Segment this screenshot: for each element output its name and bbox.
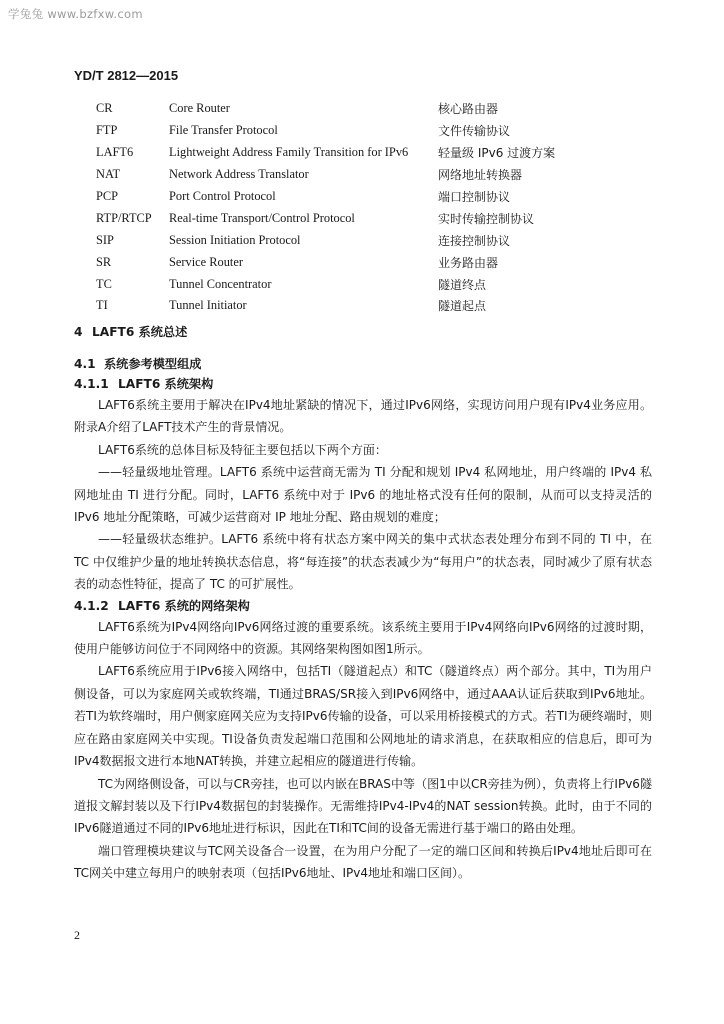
section-title: 系统参考模型组成	[104, 357, 202, 371]
table-row	[96, 142, 555, 164]
abbreviation: SR	[96, 254, 112, 269]
table-row	[96, 229, 555, 251]
section-title: LAFT6 系统架构	[118, 377, 214, 391]
table-row	[96, 207, 555, 229]
abbreviation: FTP	[96, 123, 118, 138]
paragraph: LAFT6系统为IPv4网络向IPv6网络过渡的重要系统。该系统主要用于IPv4网络向IPv6网络的过渡时期，使用户能够访问位于不同网络中的资源。其网络架构图如图1所示。	[74, 619, 652, 657]
table-row	[96, 120, 555, 142]
abbreviation: NAT	[96, 167, 121, 182]
section-number: 4.1.2	[74, 598, 109, 613]
abbreviation: SIP	[96, 232, 114, 247]
table-row	[96, 164, 555, 186]
chinese-term: 网络地址转换器	[438, 168, 523, 183]
page-number: 2	[74, 928, 80, 942]
paragraph: ——轻量级状态维护。LAFT6 系统中将有状态方案中网关的集中式状态表处理分布到不同的 TI 中，在 TC 中仅维护少量的地址转换状态信息，将“每连接”的状态表减少为“每用户”的状态表，同时减少了原有状态表的动态性特征，提高了 TC 的可扩展性。	[74, 532, 652, 592]
paragraph: TC为网络侧设备，可以与CR旁挂，也可以内嵌在BRAS中等（图1中以CR旁挂为例），负责将上行IPv6隧道报文解封装以及下行IPv4数据包的封装操作。无需维持IPv4-IPv4的NAT session转换。此时，由于不同的IPv6隧道通过不同的IPv6地址进行标识，因此在TI和TC间的设备无需进行基于端口的路由处理。	[74, 776, 652, 836]
section-heading-4	[74, 322, 652, 342]
watermark: 学兔兔 www.bzfxw.com	[8, 7, 143, 21]
paragraph: LAFT6系统主要用于解决在IPv4地址紧缺的情况下，通过IPv6网络，实现访问用户现有IPv4业务应用。附录A介绍了LAFT技术产生的背景情况。	[74, 398, 652, 435]
main-content	[74, 322, 652, 885]
table-row	[96, 251, 555, 273]
full-term: Lightweight Address Family Transition for IPv6	[169, 145, 409, 160]
abbreviation: PCP	[96, 189, 119, 203]
section-heading-4-1-1	[74, 374, 652, 394]
full-term: File Transfer Protocol	[169, 123, 278, 138]
section-heading-4-1	[74, 354, 652, 374]
table-row	[96, 273, 555, 295]
section-number: 4.1.1	[74, 377, 109, 391]
paragraph: LAFT6系统的总体目标及特征主要包括以下两个方面：	[98, 442, 387, 457]
abbreviation-table	[96, 98, 555, 317]
full-term: Port Control Protocol	[169, 189, 276, 203]
chinese-term: 轻量级 IPv6 过渡方案	[438, 146, 556, 161]
section-number: 4	[74, 325, 83, 339]
section-number: 4.1	[74, 357, 96, 371]
full-term: Core Router	[169, 101, 230, 116]
full-term: Tunnel Initiator	[169, 298, 247, 313]
table-row	[96, 186, 555, 208]
abbreviation: RTP/RTCP	[96, 210, 152, 225]
chinese-term: 连接控制协议	[438, 233, 511, 248]
section-title: LAFT6 系统的网络架构	[118, 598, 250, 613]
paragraph: 端口管理模块建议与TC网关设备合一设置，在为用户分配了一定的端口区间和转换后IPv4地址后即可在TC网关中建立每用户的映射表项（包括IPv6地址、IPv4地址和端口区间）。	[74, 843, 652, 881]
document-id-header: YD/T 2812—2015	[74, 68, 179, 83]
chinese-term: 实时传输控制协议	[438, 211, 535, 226]
full-term: Network Address Translator	[169, 167, 309, 182]
full-term: Real-time Transport/Control Protocol	[169, 210, 355, 225]
full-term: Session Initiation Protocol	[169, 232, 301, 247]
table-row	[96, 295, 555, 317]
abbreviation: TC	[96, 276, 112, 291]
section-heading-4-1-2	[74, 596, 652, 616]
paragraph: LAFT6系统应用于IPv6接入网络中，包括TI（隧道起点）和TC（隧道终点）两个部分。其中，TI为用户侧设备，可以为家庭网关或软终端，TI通过BRAS/SR接入到IPv6网络中，通过AAA认证后获取到IPv6地址。若TI为软终端时，用户侧家庭网关应为支持IPv6传输的设备，可以采用桥接模式的方式。若TI为硬终端时，则应在路由家庭网关中实现。TI设备负责发起端口范围和公网地址的请求消息，在获取相应的信息后，即可为IPv4数据报文进行本地NAT转换，并建立起相应的隧道进行传输。	[74, 664, 652, 769]
section-title: LAFT6 系统总述	[92, 325, 188, 339]
paragraph: ——轻量级地址管理。LAFT6 系统中运营商无需为 TI 分配和规划 IPv4 私网地址，用户终端的 IPv4 私网地址由 TI 进行分配。同时，LAFT6 系统中对于 IPv6 的地址格式没有任何的限制，从而可以支持灵活的 IPv6 地址分配策略，可减少运营商对 IP 地址分配、路由规划的难度；	[74, 465, 652, 525]
abbreviation: CR	[96, 101, 113, 116]
chinese-term: 隧道终点	[438, 277, 487, 292]
abbreviation: TI	[96, 298, 108, 313]
chinese-term: 端口控制协议	[438, 190, 511, 204]
full-term: Tunnel Concentrator	[169, 276, 272, 291]
chinese-term: 文件传输协议	[438, 124, 511, 139]
table-row	[96, 98, 555, 120]
full-term: Service Router	[169, 254, 243, 269]
chinese-term: 业务路由器	[438, 255, 499, 270]
abbreviation: LAFT6	[96, 145, 134, 160]
chinese-term: 核心路由器	[438, 102, 499, 117]
chinese-term: 隧道起点	[438, 299, 487, 314]
